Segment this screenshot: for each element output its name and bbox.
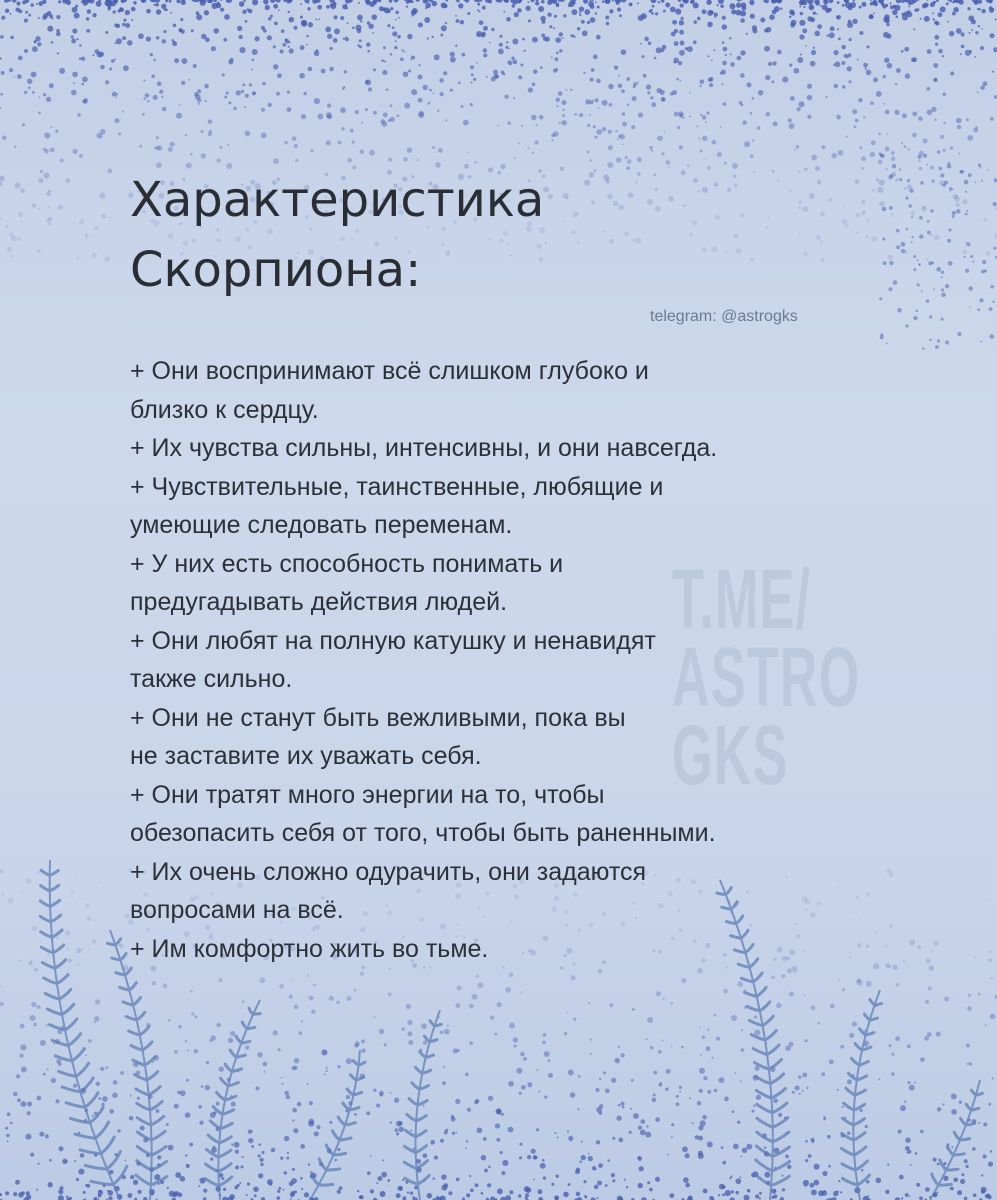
trait-line: также сильно. xyxy=(130,665,293,693)
trait-line: + Их очень сложно одурачить, они задаются xyxy=(130,857,647,886)
trait-line: + Они тратят много энергии на то, чтобы xyxy=(130,780,605,809)
trait-line: + Их чувства сильны, интенсивны, и они навсегда. xyxy=(130,434,718,462)
trait-line: + У них есть способность понимать и xyxy=(130,549,564,578)
trait-line: умеющие следовать переменам. xyxy=(130,511,513,539)
trait-line: + Они не станут быть вежливыми, пока вы xyxy=(130,703,626,732)
trait-line: близко к сердцу. xyxy=(130,395,319,424)
trait-line: + Им комфортно жить во тьме. xyxy=(130,934,489,963)
trait-line: не заставите их уважать себя. xyxy=(130,742,482,770)
trait-list xyxy=(130,352,717,968)
watermark-text: T.ME/ ASTRO GKS xyxy=(672,552,861,802)
page-title xyxy=(130,165,544,305)
title-line: Скорпиона: xyxy=(130,242,422,298)
trait-line: вопросами на всё. xyxy=(130,896,344,924)
trait-line: обезопасить себя от того, чтобы быть раненными. xyxy=(130,819,716,847)
trait-line: + Они любят на полную катушку и ненавидят xyxy=(130,626,656,655)
title-line: Характеристика xyxy=(130,172,545,228)
trait-line: предугадывать действия людей. xyxy=(130,588,508,616)
telegram-handle: telegram: @astrogks xyxy=(650,308,798,325)
trait-line: + Чувствительные, таинственные, любящие и xyxy=(130,472,664,501)
trait-line: + Они воспринимают всё слишком глубоко и xyxy=(130,357,649,385)
